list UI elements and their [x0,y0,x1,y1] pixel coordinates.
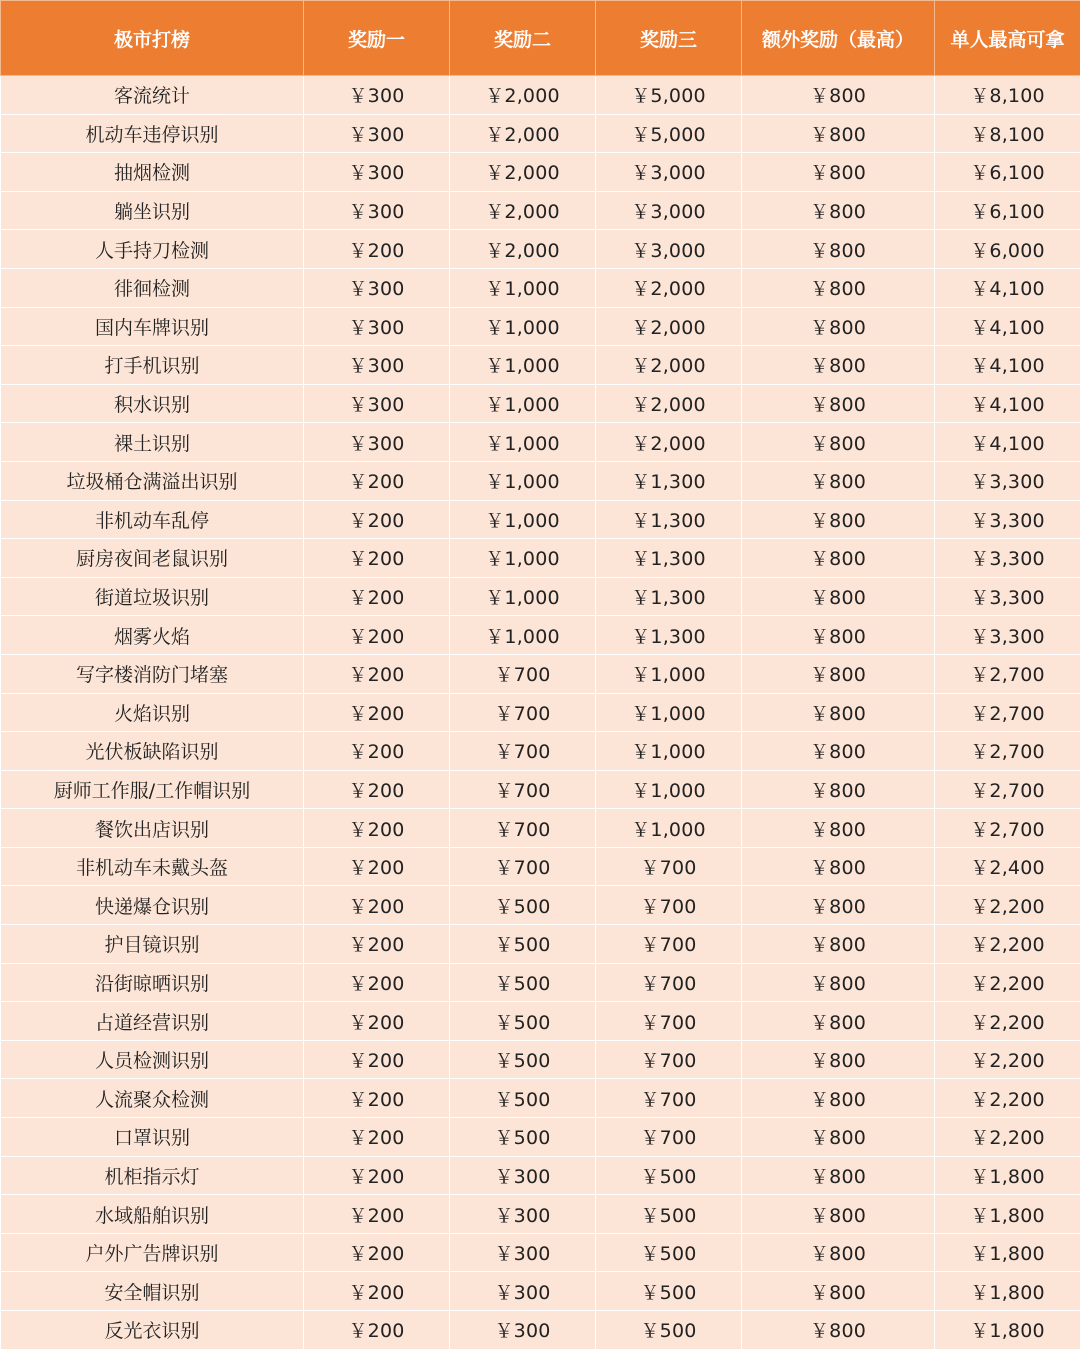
reward-1-cell: ￥300 [304,423,450,462]
task-name-cell: 机柜指示灯 [1,1156,304,1195]
reward-3-cell: ￥1,300 [596,461,742,500]
extra-reward-cell: ￥800 [742,770,935,809]
task-name-cell: 烟雾火焰 [1,616,304,655]
reward-3-cell: ￥1,300 [596,539,742,578]
task-name-cell: 打手机识别 [1,346,304,385]
table-row [1,809,1080,848]
table-row [1,539,1080,578]
reward-3-cell: ￥1,000 [596,693,742,732]
reward-1-cell: ￥300 [304,153,450,192]
table-row [1,76,1080,115]
max-total-cell: ￥6,000 [935,230,1080,269]
reward-1-cell: ￥300 [304,268,450,307]
task-name-cell: 人流聚众检测 [1,1079,304,1118]
table-row [1,1272,1080,1311]
table-row [1,268,1080,307]
reward-2-cell: ￥500 [450,1040,596,1079]
reward-1-cell: ￥300 [304,384,450,423]
max-total-cell: ￥1,800 [935,1311,1080,1350]
extra-reward-cell: ￥800 [742,1002,935,1041]
table-row [1,153,1080,192]
max-total-cell: ￥2,700 [935,809,1080,848]
extra-reward-cell: ￥800 [742,500,935,539]
max-total-cell: ￥2,700 [935,654,1080,693]
task-name-cell: 裸土识别 [1,423,304,462]
table-row [1,1156,1080,1195]
max-total-cell: ￥4,100 [935,346,1080,385]
table-row [1,925,1080,964]
reward-3-cell: ￥1,300 [596,500,742,539]
extra-reward-cell: ￥800 [742,577,935,616]
reward-3-cell: ￥500 [596,1233,742,1272]
extra-reward-cell: ￥800 [742,461,935,500]
reward-2-cell: ￥700 [450,770,596,809]
max-total-cell: ￥8,100 [935,76,1080,115]
extra-reward-cell: ￥800 [742,886,935,925]
reward-3-cell: ￥500 [596,1311,742,1350]
reward-3-cell: ￥2,000 [596,268,742,307]
reward-3-cell: ￥500 [596,1272,742,1311]
task-name-cell: 反光衣识别 [1,1311,304,1350]
reward-1-cell: ￥200 [304,577,450,616]
reward-1-cell: ￥200 [304,500,450,539]
table-row [1,1040,1080,1079]
task-name-cell: 积水识别 [1,384,304,423]
reward-2-cell: ￥2,000 [450,114,596,153]
table-row [1,577,1080,616]
task-name-cell: 口罩识别 [1,1118,304,1157]
max-total-cell: ￥2,200 [935,1040,1080,1079]
task-name-cell: 护目镜识别 [1,925,304,964]
max-total-cell: ￥1,800 [935,1195,1080,1234]
reward-1-cell: ￥200 [304,1079,450,1118]
extra-reward-cell: ￥800 [742,847,935,886]
reward-3-cell: ￥700 [596,1040,742,1079]
table-row [1,500,1080,539]
reward-2-cell: ￥700 [450,847,596,886]
reward-2-cell: ￥500 [450,925,596,964]
table-row [1,1002,1080,1041]
extra-reward-cell: ￥800 [742,654,935,693]
header-extra-reward: 额外奖励（最高） [742,1,935,76]
reward-2-cell: ￥2,000 [450,76,596,115]
reward-2-cell: ￥500 [450,1002,596,1041]
task-name-cell: 厨房夜间老鼠识别 [1,539,304,578]
task-name-cell: 人手持刀检测 [1,230,304,269]
task-name-cell: 写字楼消防门堵塞 [1,654,304,693]
reward-3-cell: ￥1,300 [596,577,742,616]
table-row [1,191,1080,230]
task-name-cell: 人员检测识别 [1,1040,304,1079]
reward-3-cell: ￥700 [596,1079,742,1118]
reward-2-cell: ￥1,000 [450,539,596,578]
reward-1-cell: ￥200 [304,963,450,1002]
extra-reward-cell: ￥800 [742,1040,935,1079]
reward-3-cell: ￥3,000 [596,230,742,269]
reward-2-cell: ￥300 [450,1311,596,1350]
extra-reward-cell: ￥800 [742,307,935,346]
reward-3-cell: ￥1,000 [596,809,742,848]
reward-2-cell: ￥700 [450,732,596,771]
reward-3-cell: ￥1,000 [596,770,742,809]
reward-1-cell: ￥200 [304,1195,450,1234]
reward-2-cell: ￥500 [450,886,596,925]
reward-1-cell: ￥200 [304,1233,450,1272]
extra-reward-cell: ￥800 [742,423,935,462]
reward-2-cell: ￥1,000 [450,423,596,462]
max-total-cell: ￥3,300 [935,577,1080,616]
max-total-cell: ￥3,300 [935,539,1080,578]
reward-1-cell: ￥200 [304,809,450,848]
max-total-cell: ￥2,700 [935,693,1080,732]
reward-1-cell: ￥200 [304,1156,450,1195]
reward-2-cell: ￥500 [450,1079,596,1118]
reward-1-cell: ￥200 [304,1040,450,1079]
reward-2-cell: ￥700 [450,693,596,732]
task-name-cell: 快递爆仓识别 [1,886,304,925]
reward-3-cell: ￥700 [596,886,742,925]
extra-reward-cell: ￥800 [742,268,935,307]
header-task: 极市打榜 [1,1,304,76]
reward-2-cell: ￥1,000 [450,384,596,423]
table-row [1,693,1080,732]
reward-1-cell: ￥200 [304,461,450,500]
extra-reward-cell: ￥800 [742,963,935,1002]
max-total-cell: ￥2,200 [935,1079,1080,1118]
reward-3-cell: ￥2,000 [596,307,742,346]
task-name-cell: 徘徊检测 [1,268,304,307]
table-row [1,1079,1080,1118]
reward-3-cell: ￥2,000 [596,423,742,462]
table-row [1,346,1080,385]
extra-reward-cell: ￥800 [742,1272,935,1311]
task-name-cell: 机动车违停识别 [1,114,304,153]
table-row [1,963,1080,1002]
table-body [1,76,1080,1350]
reward-3-cell: ￥2,000 [596,384,742,423]
task-name-cell: 客流统计 [1,76,304,115]
reward-2-cell: ￥700 [450,809,596,848]
extra-reward-cell: ￥800 [742,809,935,848]
max-total-cell: ￥4,100 [935,384,1080,423]
task-name-cell: 户外广告牌识别 [1,1233,304,1272]
task-name-cell: 抽烟检测 [1,153,304,192]
reward-2-cell: ￥500 [450,1118,596,1157]
reward-1-cell: ￥300 [304,346,450,385]
max-total-cell: ￥3,300 [935,500,1080,539]
reward-1-cell: ￥200 [304,1272,450,1311]
header-reward-3: 奖励三 [596,1,742,76]
header-reward-1: 奖励一 [304,1,450,76]
reward-3-cell: ￥700 [596,1002,742,1041]
reward-2-cell: ￥300 [450,1195,596,1234]
max-total-cell: ￥2,200 [935,886,1080,925]
task-name-cell: 街道垃圾识别 [1,577,304,616]
task-name-cell: 非机动车未戴头盔 [1,847,304,886]
reward-2-cell: ￥300 [450,1233,596,1272]
reward-3-cell: ￥3,000 [596,153,742,192]
header-reward-2: 奖励二 [450,1,596,76]
max-total-cell: ￥4,100 [935,307,1080,346]
reward-3-cell: ￥3,000 [596,191,742,230]
reward-1-cell: ￥300 [304,307,450,346]
max-total-cell: ￥6,100 [935,191,1080,230]
reward-3-cell: ￥1,300 [596,616,742,655]
table-row [1,886,1080,925]
header-max-per-person: 单人最高可拿 [935,1,1080,76]
table-row [1,114,1080,153]
extra-reward-cell: ￥800 [742,1118,935,1157]
reward-1-cell: ￥200 [304,693,450,732]
reward-1-cell: ￥200 [304,1118,450,1157]
reward-3-cell: ￥500 [596,1156,742,1195]
table-row [1,384,1080,423]
extra-reward-cell: ￥800 [742,153,935,192]
reward-3-cell: ￥500 [596,1195,742,1234]
reward-2-cell: ￥700 [450,654,596,693]
extra-reward-cell: ￥800 [742,346,935,385]
reward-3-cell: ￥5,000 [596,76,742,115]
table-row [1,1195,1080,1234]
extra-reward-cell: ￥800 [742,925,935,964]
reward-1-cell: ￥200 [304,1311,450,1350]
table-row [1,461,1080,500]
extra-reward-cell: ￥800 [742,539,935,578]
max-total-cell: ￥1,800 [935,1233,1080,1272]
reward-1-cell: ￥300 [304,114,450,153]
reward-3-cell: ￥1,000 [596,654,742,693]
reward-2-cell: ￥1,000 [450,461,596,500]
max-total-cell: ￥6,100 [935,153,1080,192]
extra-reward-cell: ￥800 [742,1195,935,1234]
extra-reward-cell: ￥800 [742,1233,935,1272]
task-name-cell: 国内车牌识别 [1,307,304,346]
max-total-cell: ￥4,100 [935,268,1080,307]
reward-3-cell: ￥700 [596,963,742,1002]
table-row [1,770,1080,809]
reward-1-cell: ￥200 [304,925,450,964]
max-total-cell: ￥2,400 [935,847,1080,886]
max-total-cell: ￥3,300 [935,616,1080,655]
reward-2-cell: ￥1,000 [450,616,596,655]
extra-reward-cell: ￥800 [742,230,935,269]
task-name-cell: 水域船舶识别 [1,1195,304,1234]
extra-reward-cell: ￥800 [742,1079,935,1118]
extra-reward-cell: ￥800 [742,76,935,115]
max-total-cell: ￥2,200 [935,1002,1080,1041]
task-name-cell: 非机动车乱停 [1,500,304,539]
reward-1-cell: ￥200 [304,732,450,771]
extra-reward-cell: ￥800 [742,1156,935,1195]
reward-1-cell: ￥200 [304,616,450,655]
reward-2-cell: ￥1,000 [450,346,596,385]
reward-1-cell: ￥200 [304,847,450,886]
max-total-cell: ￥2,700 [935,732,1080,771]
reward-1-cell: ￥200 [304,886,450,925]
reward-2-cell: ￥2,000 [450,191,596,230]
reward-2-cell: ￥1,000 [450,500,596,539]
max-total-cell: ￥2,200 [935,963,1080,1002]
reward-3-cell: ￥700 [596,847,742,886]
max-total-cell: ￥2,200 [935,925,1080,964]
extra-reward-cell: ￥800 [742,616,935,655]
max-total-cell: ￥1,800 [935,1272,1080,1311]
reward-1-cell: ￥200 [304,654,450,693]
reward-1-cell: ￥200 [304,1002,450,1041]
table-header [1,1,1080,76]
reward-2-cell: ￥500 [450,963,596,1002]
max-total-cell: ￥3,300 [935,461,1080,500]
extra-reward-cell: ￥800 [742,1311,935,1350]
task-name-cell: 沿街晾晒识别 [1,963,304,1002]
table-row [1,307,1080,346]
reward-2-cell: ￥1,000 [450,268,596,307]
reward-3-cell: ￥1,000 [596,732,742,771]
reward-1-cell: ￥300 [304,76,450,115]
table-row [1,847,1080,886]
table-row [1,230,1080,269]
task-name-cell: 火焰识别 [1,693,304,732]
reward-1-cell: ￥300 [304,191,450,230]
extra-reward-cell: ￥800 [742,732,935,771]
task-name-cell: 占道经营识别 [1,1002,304,1041]
reward-2-cell: ￥2,000 [450,153,596,192]
task-name-cell: 安全帽识别 [1,1272,304,1311]
reward-2-cell: ￥1,000 [450,307,596,346]
extra-reward-cell: ￥800 [742,114,935,153]
reward-2-cell: ￥300 [450,1156,596,1195]
max-total-cell: ￥2,200 [935,1118,1080,1157]
max-total-cell: ￥2,700 [935,770,1080,809]
task-name-cell: 光伏板缺陷识别 [1,732,304,771]
extra-reward-cell: ￥800 [742,191,935,230]
reward-1-cell: ￥200 [304,539,450,578]
max-total-cell: ￥4,100 [935,423,1080,462]
extra-reward-cell: ￥800 [742,384,935,423]
task-name-cell: 厨师工作服/工作帽识别 [1,770,304,809]
table-row [1,654,1080,693]
reward-1-cell: ￥200 [304,230,450,269]
reward-3-cell: ￥700 [596,1118,742,1157]
task-name-cell: 垃圾桶仓满溢出识别 [1,461,304,500]
max-total-cell: ￥1,800 [935,1156,1080,1195]
reward-3-cell: ￥5,000 [596,114,742,153]
max-total-cell: ￥8,100 [935,114,1080,153]
table-row [1,423,1080,462]
reward-2-cell: ￥300 [450,1272,596,1311]
table-row [1,1233,1080,1272]
reward-1-cell: ￥200 [304,770,450,809]
extra-reward-cell: ￥800 [742,693,935,732]
reward-3-cell: ￥2,000 [596,346,742,385]
table-row [1,732,1080,771]
table-row [1,616,1080,655]
task-name-cell: 躺坐识别 [1,191,304,230]
table-row [1,1311,1080,1350]
header-row [1,1,1080,76]
reward-3-cell: ￥700 [596,925,742,964]
task-name-cell: 餐饮出店识别 [1,809,304,848]
reward-2-cell: ￥2,000 [450,230,596,269]
reward-2-cell: ￥1,000 [450,577,596,616]
table-row [1,1118,1080,1157]
